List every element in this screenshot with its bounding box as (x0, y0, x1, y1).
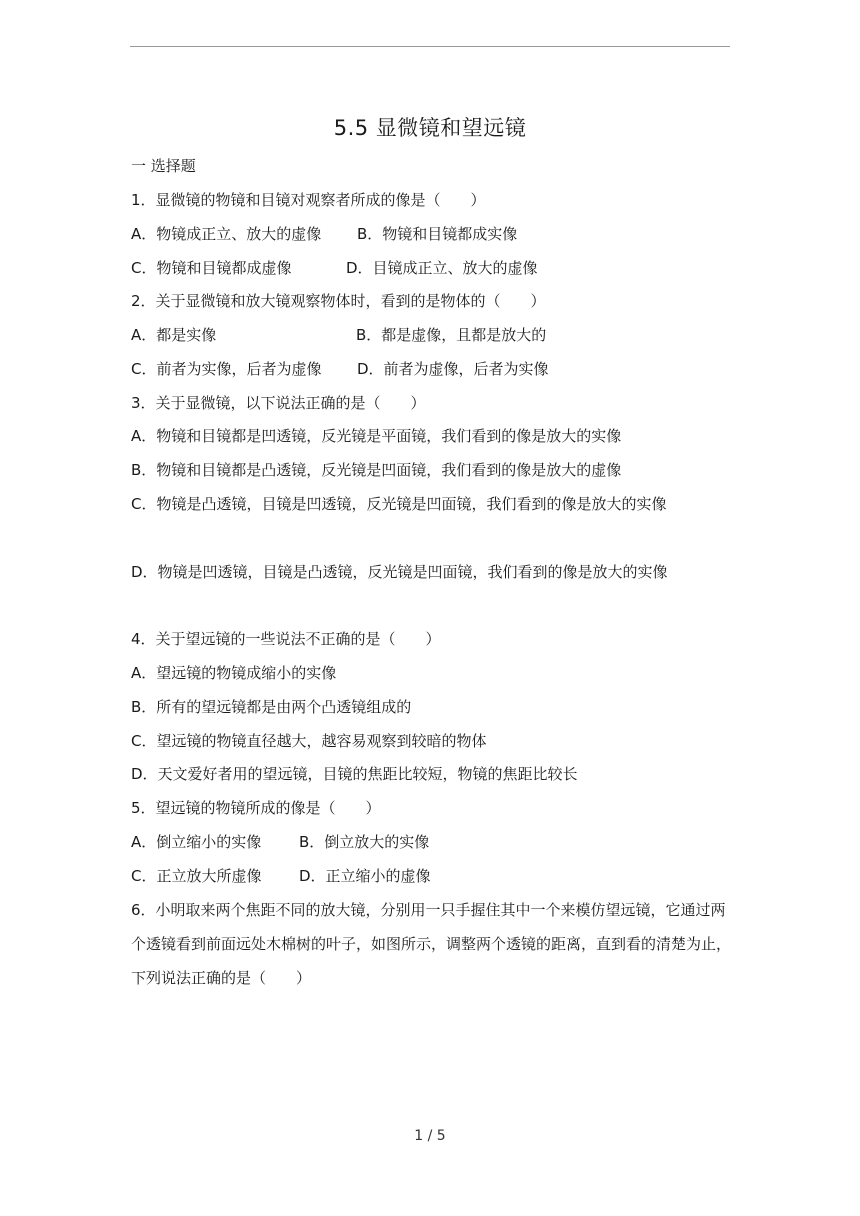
question-5-option-d: D．正立缩小的虚像 (299, 867, 431, 885)
question-2-options-row-2 (131, 359, 731, 379)
question-5-option-c: C．正立放大所虚像 (131, 867, 262, 885)
question-2-option-b: B．都是虚像，且都是放大的 (356, 326, 547, 344)
question-1-options-row-1 (131, 224, 731, 244)
question-4-stem: 4．关于望远镜的一些说法不正确的是（ ） (131, 630, 441, 648)
question-3-option-b: B．物镜和目镜都是凸透镜，反光镜是凹面镜，我们看到的像是放大的虚像 (131, 461, 622, 479)
question-4-option-b: B．所有的望远镜都是由两个凸透镜组成的 (131, 698, 412, 716)
question-5-options-row-2 (131, 866, 731, 886)
question-3-option-d: D．物镜是凹透镜，目镜是凸透镜，反光镜是凹面镜，我们看到的像是放大的实像 (131, 563, 668, 581)
section-heading: 一 选择题 (131, 157, 196, 175)
page-title: 5.5 显微镜和望远镜 (333, 116, 527, 140)
question-2-options-row-1 (131, 325, 731, 345)
question-6-stem: 6．小明取来两个焦距不同的放大镜，分别用一只手握住其中一个来模仿望远镜，它通过两个透镜看到前面远处木棉树的叶子，如图所示，调整两个透镜的距离，直到看的清楚为止，下列说法正确的是（ ） (131, 901, 732, 987)
question-5-option-b: B．倒立放大的实像 (299, 833, 430, 851)
question-2-option-a: A．都是实像 (131, 326, 217, 344)
question-4-option-a: A．望远镜的物镜成缩小的实像 (131, 664, 337, 682)
question-2-option-d: D．前者为虚像，后者为实像 (357, 360, 549, 378)
question-3-stem: 3．关于显微镜，以下说法正确的是（ ） (131, 394, 426, 412)
question-4-option-d: D．天文爱好者用的望远镜，目镜的焦距比较短，物镜的焦距比较长 (131, 765, 578, 783)
question-1-options-row-2 (131, 258, 731, 278)
question-1-stem: 1．显微镜的物镜和目镜对观察者所成的像是（ ） (131, 191, 486, 209)
question-5-options-row-1 (131, 832, 731, 852)
question-5-option-a: A．倒立缩小的实像 (131, 833, 262, 851)
question-5-stem: 5．望远镜的物镜所成的像是（ ） (131, 799, 381, 817)
question-2-option-c: C．前者为实像，后者为虚像 (131, 360, 322, 378)
question-3-option-c: C．物镜是凸透镜，目镜是凹透镜，反光镜是凹面镜，我们看到的像是放大的实像 (131, 495, 667, 513)
question-1-option-b: B．物镜和目镜都成实像 (357, 225, 518, 243)
question-4-option-c: C．望远镜的物镜直径越大，越容易观察到较暗的物体 (131, 732, 487, 750)
question-3-option-a: A．物镜和目镜都是凹透镜，反光镜是平面镜，我们看到的像是放大的实像 (131, 427, 622, 445)
question-2-stem: 2．关于显微镜和放大镜观察物体时，看到的是物体的（ ） (131, 292, 546, 310)
header-rule (130, 46, 730, 47)
question-1-option-a: A．物镜成正立、放大的虚像 (131, 225, 322, 243)
page-number: 1 / 5 (414, 1128, 446, 1144)
question-1-option-d: D．目镜成正立、放大的虚像 (346, 259, 538, 277)
question-1-option-c: C．物镜和目镜都成虚像 (131, 259, 292, 277)
